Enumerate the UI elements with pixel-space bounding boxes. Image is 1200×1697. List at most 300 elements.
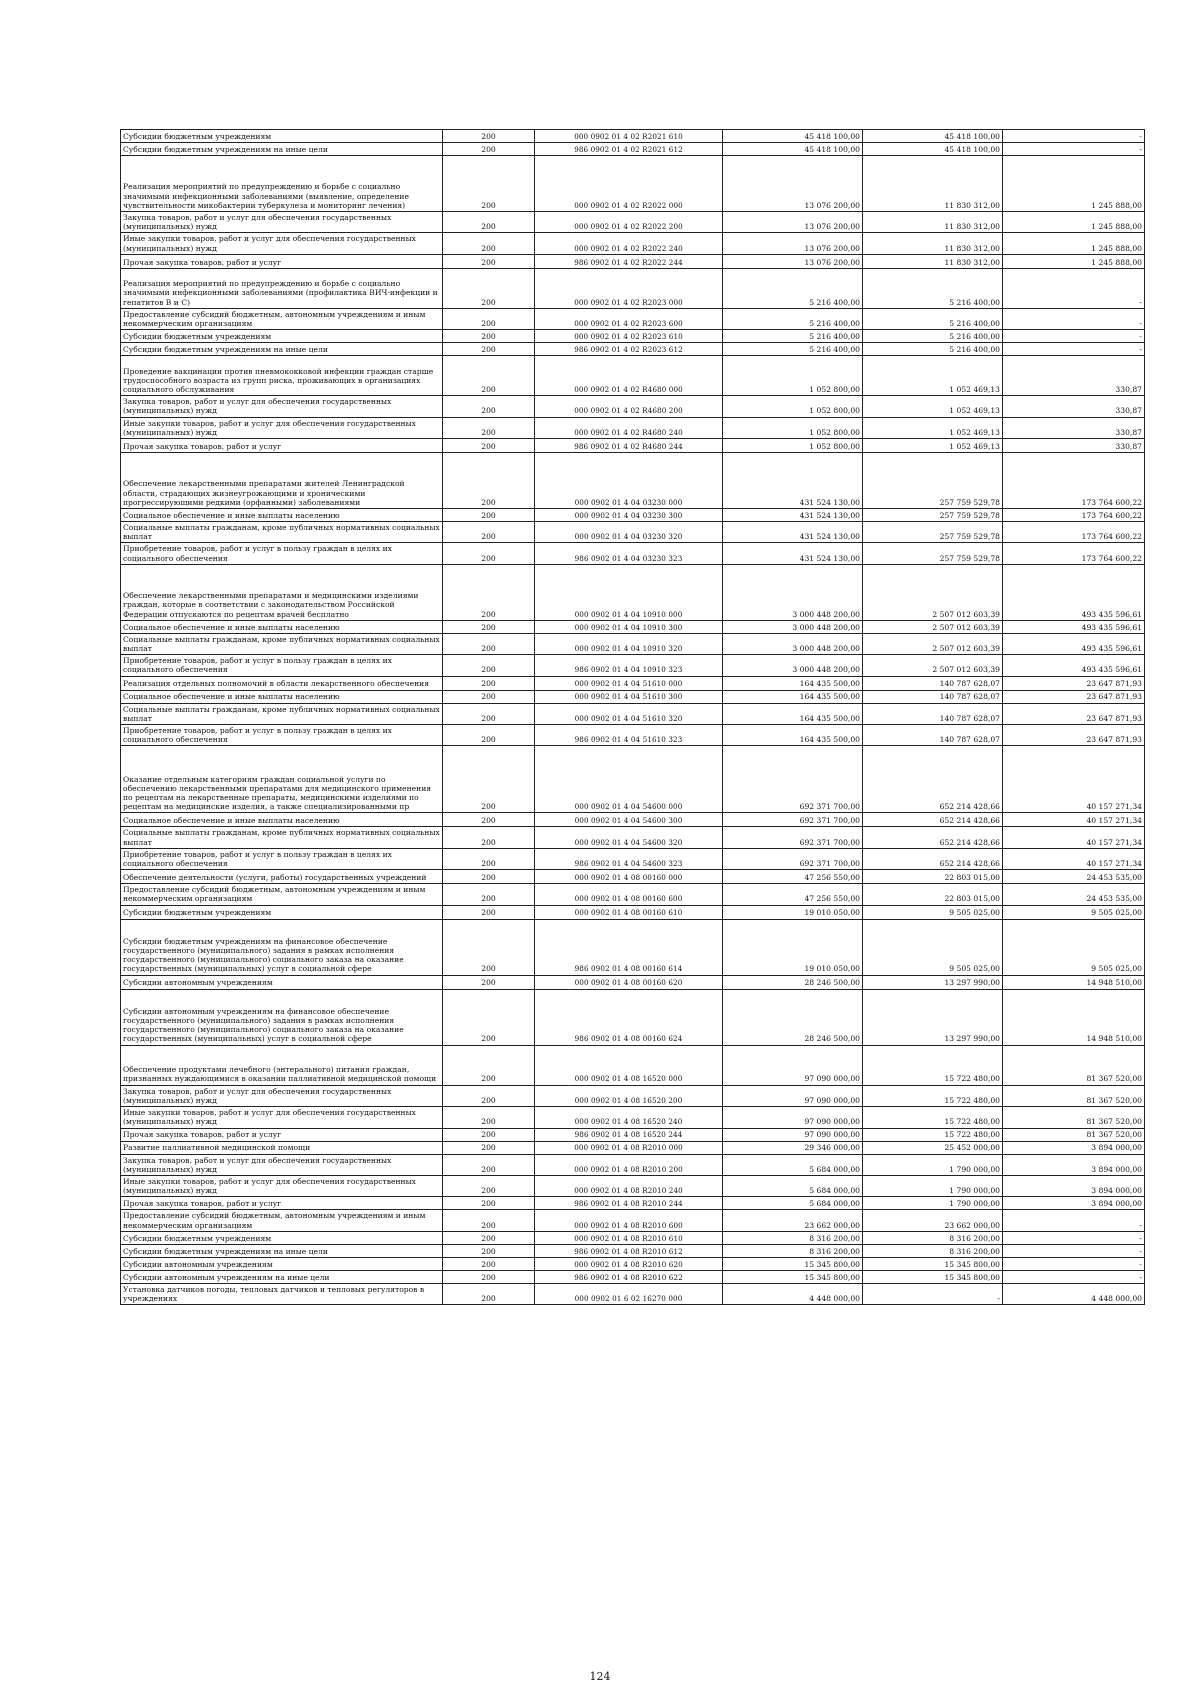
table-row	[121, 212, 1145, 233]
row-name: Социальное обеспечение и иные выплаты населению	[121, 813, 443, 827]
row-line-code: 200	[443, 212, 535, 233]
row-budget-code: 000 0902 01 4 08 R2010 620	[535, 1257, 723, 1270]
row-name: Предоставление субсидий бюджетным, автономным учреждениям и иным некоммерческим организациям	[121, 1210, 443, 1231]
row-name: Субсидии бюджетным учреждениям	[121, 330, 443, 343]
row-line-code: 200	[443, 633, 535, 654]
row-name: Приобретение товаров, работ и услуг в пользу граждан в целях их социального обеспечения	[121, 543, 443, 564]
row-remaining-amount: -	[1003, 268, 1145, 308]
row-executed-amount: 25 452 000,00	[863, 1141, 1003, 1154]
row-remaining-amount: -	[1003, 343, 1145, 356]
row-line-code: 200	[443, 1085, 535, 1106]
row-approved-amount: 8 316 200,00	[723, 1231, 863, 1244]
row-line-code: 200	[443, 143, 535, 156]
row-executed-amount: 652 214 428,66	[863, 848, 1003, 869]
row-budget-code: 986 0902 01 4 02 R4680 244	[535, 439, 723, 453]
row-budget-code: 000 0902 01 4 02 R2023 610	[535, 330, 723, 343]
row-remaining-amount: 1 245 888,00	[1003, 233, 1145, 254]
table-row	[121, 543, 1145, 564]
row-budget-code: 000 0902 01 4 04 03230 300	[535, 509, 723, 522]
row-budget-code: 986 0902 01 4 08 00160 614	[535, 919, 723, 975]
row-remaining-amount: 9 505 025,00	[1003, 919, 1145, 975]
table-row	[121, 268, 1145, 308]
row-line-code: 200	[443, 1244, 535, 1257]
row-approved-amount: 19 010 050,00	[723, 919, 863, 975]
row-executed-amount: 2 507 012 603,39	[863, 633, 1003, 654]
row-executed-amount: 1 052 469,13	[863, 396, 1003, 417]
row-name: Приобретение товаров, работ и услуг в пользу граждан в целях их социального обеспечения	[121, 655, 443, 676]
row-remaining-amount: 330,87	[1003, 356, 1145, 396]
table-row	[121, 356, 1145, 396]
row-approved-amount: 97 090 000,00	[723, 1107, 863, 1128]
row-line-code: 200	[443, 396, 535, 417]
row-remaining-amount: 40 157 271,34	[1003, 746, 1145, 813]
page-number: 124	[589, 1670, 611, 1683]
row-approved-amount: 97 090 000,00	[723, 1045, 863, 1085]
row-approved-amount: 5 684 000,00	[723, 1154, 863, 1175]
row-executed-amount: 5 216 400,00	[863, 268, 1003, 308]
table-row	[121, 870, 1145, 884]
table-row	[121, 1154, 1145, 1175]
row-executed-amount: 8 316 200,00	[863, 1231, 1003, 1244]
row-executed-amount: 140 787 628,07	[863, 703, 1003, 724]
row-remaining-amount: -	[1003, 308, 1145, 329]
row-approved-amount: 431 524 130,00	[723, 543, 863, 564]
table-row	[121, 522, 1145, 543]
row-approved-amount: 97 090 000,00	[723, 1085, 863, 1106]
table-row	[121, 564, 1145, 620]
row-executed-amount: 652 214 428,66	[863, 827, 1003, 848]
row-approved-amount: 47 256 550,00	[723, 884, 863, 905]
row-executed-amount: 11 830 312,00	[863, 212, 1003, 233]
row-name: Социальное обеспечение и иные выплаты населению	[121, 620, 443, 633]
row-budget-code: 000 0902 01 4 08 00160 620	[535, 975, 723, 989]
row-budget-code: 000 0902 01 4 08 R2010 240	[535, 1175, 723, 1196]
row-executed-amount: 257 759 529,78	[863, 453, 1003, 509]
row-approved-amount: 3 000 448 200,00	[723, 564, 863, 620]
row-name: Субсидии автономным учреждениям на финансовое обеспечение государственного (муниципального) задания в рамках исполнения государственного (муниципального) социального заказа на оказание государственных (муниципальных) услуг в социальной сфере	[121, 989, 443, 1045]
row-name: Субсидии бюджетным учреждениям	[121, 130, 443, 143]
row-budget-code: 000 0902 01 4 08 16520 240	[535, 1107, 723, 1128]
row-executed-amount: 1 790 000,00	[863, 1175, 1003, 1196]
row-remaining-amount: 24 453 535,00	[1003, 884, 1145, 905]
row-remaining-amount: -	[1003, 1244, 1145, 1257]
row-line-code: 200	[443, 1197, 535, 1210]
row-executed-amount: 652 214 428,66	[863, 746, 1003, 813]
table-row	[121, 1283, 1145, 1304]
row-budget-code: 986 0902 01 4 04 03230 323	[535, 543, 723, 564]
table-row	[121, 1257, 1145, 1270]
row-name: Проведение вакцинации против пневмококковой инфекции граждан старше трудоспособного возраста из групп риска, проживающих в организациях социального обслуживания	[121, 356, 443, 396]
row-approved-amount: 3 000 448 200,00	[723, 620, 863, 633]
row-executed-amount: 15 345 800,00	[863, 1257, 1003, 1270]
row-executed-amount: 140 787 628,07	[863, 676, 1003, 690]
row-executed-amount: 257 759 529,78	[863, 543, 1003, 564]
row-executed-amount: 1 052 469,13	[863, 417, 1003, 438]
row-approved-amount: 164 435 500,00	[723, 676, 863, 690]
row-line-code: 200	[443, 254, 535, 268]
row-budget-code: 000 0902 01 4 08 R2010 600	[535, 1210, 723, 1231]
row-line-code: 200	[443, 453, 535, 509]
row-remaining-amount: 23 647 871,93	[1003, 690, 1145, 703]
row-line-code: 200	[443, 268, 535, 308]
row-remaining-amount: -	[1003, 1270, 1145, 1283]
row-name: Обеспечение деятельности (услуги, работы) государственных учреждений	[121, 870, 443, 884]
row-budget-code: 000 0902 01 4 08 16520 000	[535, 1045, 723, 1085]
row-line-code: 200	[443, 919, 535, 975]
row-line-code: 200	[443, 746, 535, 813]
row-budget-code: 986 0902 01 4 02 R2021 612	[535, 143, 723, 156]
table-row	[121, 330, 1145, 343]
row-line-code: 200	[443, 130, 535, 143]
row-approved-amount: 5 216 400,00	[723, 268, 863, 308]
row-executed-amount: 5 216 400,00	[863, 308, 1003, 329]
row-budget-code: 000 0902 01 4 04 51610 000	[535, 676, 723, 690]
row-remaining-amount: 40 157 271,34	[1003, 848, 1145, 869]
row-name: Прочая закупка товаров, работ и услуг	[121, 254, 443, 268]
row-budget-code: 986 0902 01 4 04 10910 323	[535, 655, 723, 676]
table-row	[121, 1175, 1145, 1196]
row-name: Закупка товаров, работ и услуг для обеспечения государственных (муниципальных) нужд	[121, 1154, 443, 1175]
row-remaining-amount: 40 157 271,34	[1003, 813, 1145, 827]
row-approved-amount: 164 435 500,00	[723, 703, 863, 724]
row-executed-amount: 257 759 529,78	[863, 509, 1003, 522]
row-executed-amount: 15 722 480,00	[863, 1128, 1003, 1141]
row-executed-amount: 45 418 100,00	[863, 143, 1003, 156]
row-name: Иные закупки товаров, работ и услуг для обеспечения государственных (муниципальных) нужд	[121, 1175, 443, 1196]
row-approved-amount: 29 346 000,00	[723, 1141, 863, 1154]
row-approved-amount: 692 371 700,00	[723, 813, 863, 827]
row-name: Иные закупки товаров, работ и услуг для обеспечения государственных (муниципальных) нужд	[121, 233, 443, 254]
row-line-code: 200	[443, 690, 535, 703]
row-remaining-amount: 40 157 271,34	[1003, 827, 1145, 848]
row-budget-code: 000 0902 01 4 04 10910 300	[535, 620, 723, 633]
row-remaining-amount: 81 367 520,00	[1003, 1128, 1145, 1141]
row-budget-code: 986 0902 01 4 04 54600 323	[535, 848, 723, 869]
row-name: Реализация мероприятий по предупреждению и борьбе с социально значимыми инфекционными заболеваниями (выявление, определение чувствительности микобактерии туберкулеза и мониторинг лечения)	[121, 156, 443, 212]
row-name: Предоставление субсидий бюджетным, автономным учреждениям и иным некоммерческим организациям	[121, 884, 443, 905]
row-name: Реализация мероприятий по предупреждению и борьбе с социально значимыми инфекционными заболеваниями (профилактика ВИЧ-инфекции и гепатитов B и C)	[121, 268, 443, 308]
row-executed-amount: 652 214 428,66	[863, 813, 1003, 827]
row-executed-amount: 11 830 312,00	[863, 156, 1003, 212]
row-name: Социальные выплаты гражданам, кроме публичных нормативных социальных выплат	[121, 522, 443, 543]
row-budget-code: 000 0902 01 4 02 R2022 240	[535, 233, 723, 254]
row-remaining-amount: 81 367 520,00	[1003, 1085, 1145, 1106]
row-name: Закупка товаров, работ и услуг для обеспечения государственных (муниципальных) нужд	[121, 1085, 443, 1106]
row-budget-code: 000 0902 01 4 02 R2023 000	[535, 268, 723, 308]
row-remaining-amount: 3 894 000,00	[1003, 1154, 1145, 1175]
table-row	[121, 1107, 1145, 1128]
table-row	[121, 1270, 1145, 1283]
row-name: Субсидии бюджетным учреждениям на иные цели	[121, 143, 443, 156]
row-executed-amount: 140 787 628,07	[863, 725, 1003, 746]
row-name: Оказание отдельным категориям граждан социальной услуги по обеспечению лекарственными препаратами для медицинского применения по рецептам на лекарственные препараты, медицинскими изделиями по рецептам на медицинские изделия, а также специализированными пр	[121, 746, 443, 813]
row-line-code: 200	[443, 827, 535, 848]
row-approved-amount: 8 316 200,00	[723, 1244, 863, 1257]
row-budget-code: 000 0902 01 4 02 R2022 200	[535, 212, 723, 233]
row-line-code: 200	[443, 330, 535, 343]
row-remaining-amount: 330,87	[1003, 417, 1145, 438]
row-remaining-amount: -	[1003, 1231, 1145, 1244]
row-remaining-amount: 81 367 520,00	[1003, 1107, 1145, 1128]
row-approved-amount: 45 418 100,00	[723, 130, 863, 143]
row-remaining-amount: 14 948 510,00	[1003, 989, 1145, 1045]
row-name: Субсидии автономным учреждениям на иные цели	[121, 1270, 443, 1283]
row-name: Обеспечение продуктами лечебного (энтерального) питания граждан, признанных нуждающимися в оказании паллиативной медицинской помощи	[121, 1045, 443, 1085]
row-executed-amount: 1 790 000,00	[863, 1197, 1003, 1210]
row-line-code: 200	[443, 725, 535, 746]
table-row	[121, 233, 1145, 254]
row-remaining-amount: 493 435 596,61	[1003, 620, 1145, 633]
row-budget-code: 000 0902 01 4 04 51610 300	[535, 690, 723, 703]
row-executed-amount: 15 722 480,00	[863, 1107, 1003, 1128]
row-line-code: 200	[443, 1231, 535, 1244]
row-executed-amount: 2 507 012 603,39	[863, 564, 1003, 620]
row-approved-amount: 13 076 200,00	[723, 233, 863, 254]
row-budget-code: 000 0902 01 4 04 03230 000	[535, 453, 723, 509]
row-line-code: 200	[443, 1283, 535, 1304]
row-budget-code: 986 0902 01 4 02 R2022 244	[535, 254, 723, 268]
row-executed-amount: 8 316 200,00	[863, 1244, 1003, 1257]
row-name: Развитие паллиативной медицинской помощи	[121, 1141, 443, 1154]
row-approved-amount: 19 010 050,00	[723, 905, 863, 919]
row-name: Социальные выплаты гражданам, кроме публичных нормативных социальных выплат	[121, 633, 443, 654]
row-budget-code: 000 0902 01 4 08 16520 200	[535, 1085, 723, 1106]
row-budget-code: 000 0902 01 4 08 00160 610	[535, 905, 723, 919]
row-budget-code: 986 0902 01 4 08 R2010 612	[535, 1244, 723, 1257]
row-executed-amount: 257 759 529,78	[863, 522, 1003, 543]
row-line-code: 200	[443, 703, 535, 724]
table-row	[121, 989, 1145, 1045]
row-line-code: 200	[443, 1107, 535, 1128]
table-row	[121, 156, 1145, 212]
row-remaining-amount: 1 245 888,00	[1003, 156, 1145, 212]
table-row	[121, 1231, 1145, 1244]
table-row	[121, 633, 1145, 654]
row-remaining-amount: -	[1003, 1210, 1145, 1231]
row-executed-amount: 15 722 480,00	[863, 1045, 1003, 1085]
row-remaining-amount: 173 764 600,22	[1003, 543, 1145, 564]
row-remaining-amount: 3 894 000,00	[1003, 1197, 1145, 1210]
row-line-code: 200	[443, 1045, 535, 1085]
row-line-code: 200	[443, 813, 535, 827]
row-budget-code: 000 0902 01 4 02 R4680 240	[535, 417, 723, 438]
row-approved-amount: 13 076 200,00	[723, 254, 863, 268]
table-row	[121, 308, 1145, 329]
row-budget-code: 000 0902 01 4 04 54600 300	[535, 813, 723, 827]
table-row	[121, 827, 1145, 848]
row-approved-amount: 1 052 800,00	[723, 417, 863, 438]
row-name: Иные закупки товаров, работ и услуг для обеспечения государственных (муниципальных) нужд	[121, 417, 443, 438]
table-row	[121, 848, 1145, 869]
row-approved-amount: 5 684 000,00	[723, 1197, 863, 1210]
row-approved-amount: 1 052 800,00	[723, 396, 863, 417]
row-remaining-amount: 9 505 025,00	[1003, 905, 1145, 919]
row-executed-amount: 5 216 400,00	[863, 343, 1003, 356]
row-remaining-amount: 23 647 871,93	[1003, 725, 1145, 746]
table-row	[121, 725, 1145, 746]
row-remaining-amount: 173 764 600,22	[1003, 453, 1145, 509]
row-line-code: 200	[443, 1141, 535, 1154]
row-remaining-amount: 81 367 520,00	[1003, 1045, 1145, 1085]
table-row	[121, 1128, 1145, 1141]
row-budget-code: 986 0902 01 4 08 R2010 622	[535, 1270, 723, 1283]
row-executed-amount: 140 787 628,07	[863, 690, 1003, 703]
row-name: Обеспечение лекарственными препаратами и медицинскими изделиями граждан, которые в соответствии с законодательством Российской Федерации отпускаются по рецептам врачей бесплатно	[121, 564, 443, 620]
table-row	[121, 1244, 1145, 1257]
table-row	[121, 1197, 1145, 1210]
row-name: Субсидии автономным учреждениям	[121, 1257, 443, 1270]
row-remaining-amount: 3 894 000,00	[1003, 1141, 1145, 1154]
row-executed-amount: 1 052 469,13	[863, 356, 1003, 396]
row-approved-amount: 13 076 200,00	[723, 156, 863, 212]
row-name: Субсидии бюджетным учреждениям на финансовое обеспечение государственного (муниципального) задания в рамках исполнения государственного (муниципального) социального заказа на оказание государственных (муниципальных) услуг в социальной сфере	[121, 919, 443, 975]
row-approved-amount: 28 246 500,00	[723, 989, 863, 1045]
row-name: Прочая закупка товаров, работ и услуг	[121, 1128, 443, 1141]
row-approved-amount: 3 000 448 200,00	[723, 633, 863, 654]
row-approved-amount: 1 052 800,00	[723, 439, 863, 453]
row-remaining-amount: -	[1003, 130, 1145, 143]
table-row	[121, 343, 1145, 356]
row-remaining-amount: 3 894 000,00	[1003, 1175, 1145, 1196]
row-budget-code: 986 0902 01 4 08 16520 244	[535, 1128, 723, 1141]
row-name: Субсидии бюджетным учреждениям	[121, 1231, 443, 1244]
row-name: Субсидии бюджетным учреждениям на иные цели	[121, 343, 443, 356]
row-line-code: 200	[443, 989, 535, 1045]
row-budget-code: 000 0902 01 4 08 00160 000	[535, 870, 723, 884]
budget-execution-table	[120, 129, 1145, 1305]
row-approved-amount: 5 216 400,00	[723, 330, 863, 343]
row-approved-amount: 431 524 130,00	[723, 453, 863, 509]
row-approved-amount: 431 524 130,00	[723, 509, 863, 522]
row-approved-amount: 1 052 800,00	[723, 356, 863, 396]
row-approved-amount: 15 345 800,00	[723, 1270, 863, 1283]
row-budget-code: 986 0902 01 4 08 00160 624	[535, 989, 723, 1045]
row-name: Социальные выплаты гражданам, кроме публичных нормативных социальных выплат	[121, 827, 443, 848]
row-executed-amount: 11 830 312,00	[863, 254, 1003, 268]
table-row	[121, 975, 1145, 989]
table-row	[121, 813, 1145, 827]
row-approved-amount: 3 000 448 200,00	[723, 655, 863, 676]
row-line-code: 200	[443, 356, 535, 396]
row-executed-amount: 45 418 100,00	[863, 130, 1003, 143]
row-line-code: 200	[443, 1128, 535, 1141]
row-budget-code: 000 0902 01 4 04 10910 000	[535, 564, 723, 620]
row-line-code: 200	[443, 509, 535, 522]
row-remaining-amount: 4 448 000,00	[1003, 1283, 1145, 1304]
row-remaining-amount: 14 948 510,00	[1003, 975, 1145, 989]
row-executed-amount: 5 216 400,00	[863, 330, 1003, 343]
row-line-code: 200	[443, 308, 535, 329]
table-row	[121, 1045, 1145, 1085]
row-approved-amount: 164 435 500,00	[723, 690, 863, 703]
row-name: Закупка товаров, работ и услуг для обеспечения государственных (муниципальных) нужд	[121, 212, 443, 233]
row-budget-code: 000 0902 01 4 02 R4680 200	[535, 396, 723, 417]
row-executed-amount: 9 505 025,00	[863, 919, 1003, 975]
row-name: Субсидии бюджетным учреждениям на иные цели	[121, 1244, 443, 1257]
row-executed-amount: 15 722 480,00	[863, 1085, 1003, 1106]
row-approved-amount: 97 090 000,00	[723, 1128, 863, 1141]
row-approved-amount: 15 345 800,00	[723, 1257, 863, 1270]
row-remaining-amount: 173 764 600,22	[1003, 522, 1145, 543]
row-approved-amount: 28 246 500,00	[723, 975, 863, 989]
row-line-code: 200	[443, 905, 535, 919]
table-row	[121, 1085, 1145, 1106]
row-approved-amount: 431 524 130,00	[723, 522, 863, 543]
row-budget-code: 000 0902 01 6 02 16270 000	[535, 1283, 723, 1304]
row-line-code: 200	[443, 343, 535, 356]
row-name: Социальное обеспечение и иные выплаты населению	[121, 509, 443, 522]
row-budget-code: 000 0902 01 4 02 R2021 610	[535, 130, 723, 143]
row-budget-code: 986 0902 01 4 08 R2010 244	[535, 1197, 723, 1210]
row-line-code: 200	[443, 1154, 535, 1175]
row-name: Прочая закупка товаров, работ и услуг	[121, 439, 443, 453]
budget-table-body	[121, 130, 1145, 1305]
row-approved-amount: 45 418 100,00	[723, 143, 863, 156]
table-row	[121, 417, 1145, 438]
row-line-code: 200	[443, 1257, 535, 1270]
row-budget-code: 000 0902 01 4 08 00160 600	[535, 884, 723, 905]
table-row	[121, 254, 1145, 268]
row-name: Иные закупки товаров, работ и услуг для обеспечения государственных (муниципальных) нужд	[121, 1107, 443, 1128]
row-name: Субсидии бюджетным учреждениям	[121, 905, 443, 919]
row-line-code: 200	[443, 1270, 535, 1283]
row-line-code: 200	[443, 676, 535, 690]
row-remaining-amount: 493 435 596,61	[1003, 633, 1145, 654]
row-line-code: 200	[443, 156, 535, 212]
row-approved-amount: 692 371 700,00	[723, 746, 863, 813]
row-line-code: 200	[443, 233, 535, 254]
row-line-code: 200	[443, 564, 535, 620]
row-budget-code: 000 0902 01 4 04 03230 320	[535, 522, 723, 543]
row-budget-code: 000 0902 01 4 04 10910 320	[535, 633, 723, 654]
row-name: Закупка товаров, работ и услуг для обеспечения государственных (муниципальных) нужд	[121, 396, 443, 417]
row-budget-code: 986 0902 01 4 04 51610 323	[535, 725, 723, 746]
table-row	[121, 690, 1145, 703]
table-row	[121, 905, 1145, 919]
row-line-code: 200	[443, 884, 535, 905]
row-remaining-amount: 493 435 596,61	[1003, 564, 1145, 620]
table-row	[121, 1141, 1145, 1154]
row-approved-amount: 692 371 700,00	[723, 827, 863, 848]
row-budget-code: 000 0902 01 4 02 R2023 600	[535, 308, 723, 329]
row-line-code: 200	[443, 439, 535, 453]
row-approved-amount: 5 684 000,00	[723, 1175, 863, 1196]
row-budget-code: 986 0902 01 4 02 R2023 612	[535, 343, 723, 356]
row-line-code: 200	[443, 1175, 535, 1196]
row-line-code: 200	[443, 543, 535, 564]
row-executed-amount: 1 790 000,00	[863, 1154, 1003, 1175]
row-remaining-amount: 330,87	[1003, 396, 1145, 417]
row-remaining-amount: 330,87	[1003, 439, 1145, 453]
row-remaining-amount: -	[1003, 330, 1145, 343]
row-approved-amount: 5 216 400,00	[723, 343, 863, 356]
row-line-code: 200	[443, 975, 535, 989]
row-approved-amount: 47 256 550,00	[723, 870, 863, 884]
table-row	[121, 396, 1145, 417]
row-name: Приобретение товаров, работ и услуг в пользу граждан в целях их социального обеспечения	[121, 848, 443, 869]
table-row	[121, 143, 1145, 156]
row-executed-amount: 22 803 015,00	[863, 884, 1003, 905]
row-remaining-amount: 493 435 596,61	[1003, 655, 1145, 676]
row-executed-amount: 15 345 800,00	[863, 1270, 1003, 1283]
table-row	[121, 1210, 1145, 1231]
row-budget-code: 000 0902 01 4 02 R4680 000	[535, 356, 723, 396]
row-remaining-amount: -	[1003, 143, 1145, 156]
row-line-code: 200	[443, 620, 535, 633]
row-executed-amount: 2 507 012 603,39	[863, 620, 1003, 633]
row-line-code: 200	[443, 655, 535, 676]
table-row	[121, 884, 1145, 905]
